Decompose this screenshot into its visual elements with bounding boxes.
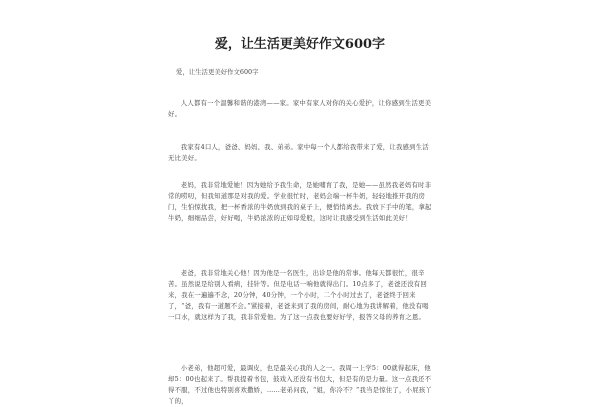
paragraph-intro: 人人都有一个温馨和谐的港湾——家。家中有家人对你的关心爱护，让你感到生活更美好。 [168, 99, 432, 118]
paragraph-mother: 老妈，我非常地爱她！因为她给予我生命，是她哺育了我，是她——虽然我老妈有时非常的唠叨，但我知道那是对我的爱。学业很忙时，老妈会端一杯牛奶，轻轻地推开我的房门，生怕惊扰我，把一杯香浓的牛奶放到我的桌子上，便悄悄离去。我放下手中的笔，拿起牛奶，细细品尝，好好喝，牛奶浓浓的正如母爱般，这时让我感受到生活如此美好！ [168, 181, 432, 222]
paragraph-father: 老爸，我非常地关心他！因为他是一名医生，出诊是他的常事。他每天都很忙，很辛苦。虽然说是给别人看病，挂针等。但是电话一响他就得出门。10点多了，老爸还没有回来，我在一遍遍不念，20分钟，40分钟，一个小时，二个小时过去了，老爸终于回来了，“爸，我有一道题不会。”紧接着，老爸来到了我的房间，耐心地为我讲解着，他没有喝一口水，就这样为了我，我非常爱他。为了这一点我也要好好学，报答父母的养育之恩。 [168, 269, 429, 321]
paragraph-brother: 小老弟，他超可爱，最调皮，也是最关心我的人之一。我周一上学5：00就得起床，他却5：00也起来了。帮我提着书包，鼓戏入还没有书包大，但是有的是力量。这一点我还不得不服，不过他也特别喜欢撒娇，……老弟问我，“姐，你冷不？”我当是惊住了，小屁孩丫丫的， [168, 364, 432, 405]
paragraph-family: 我家有4口人，爸爸、妈妈、我、弟弟。家中每一个人都给我带来了爱，让我感到生活无比美好。 [168, 143, 429, 162]
document-title: 爱，让生活更美好作文600字 [214, 37, 386, 52]
document-page [150, 28, 450, 405]
document-subtitle: 爱，让生活更美好作文600字 [176, 68, 259, 76]
